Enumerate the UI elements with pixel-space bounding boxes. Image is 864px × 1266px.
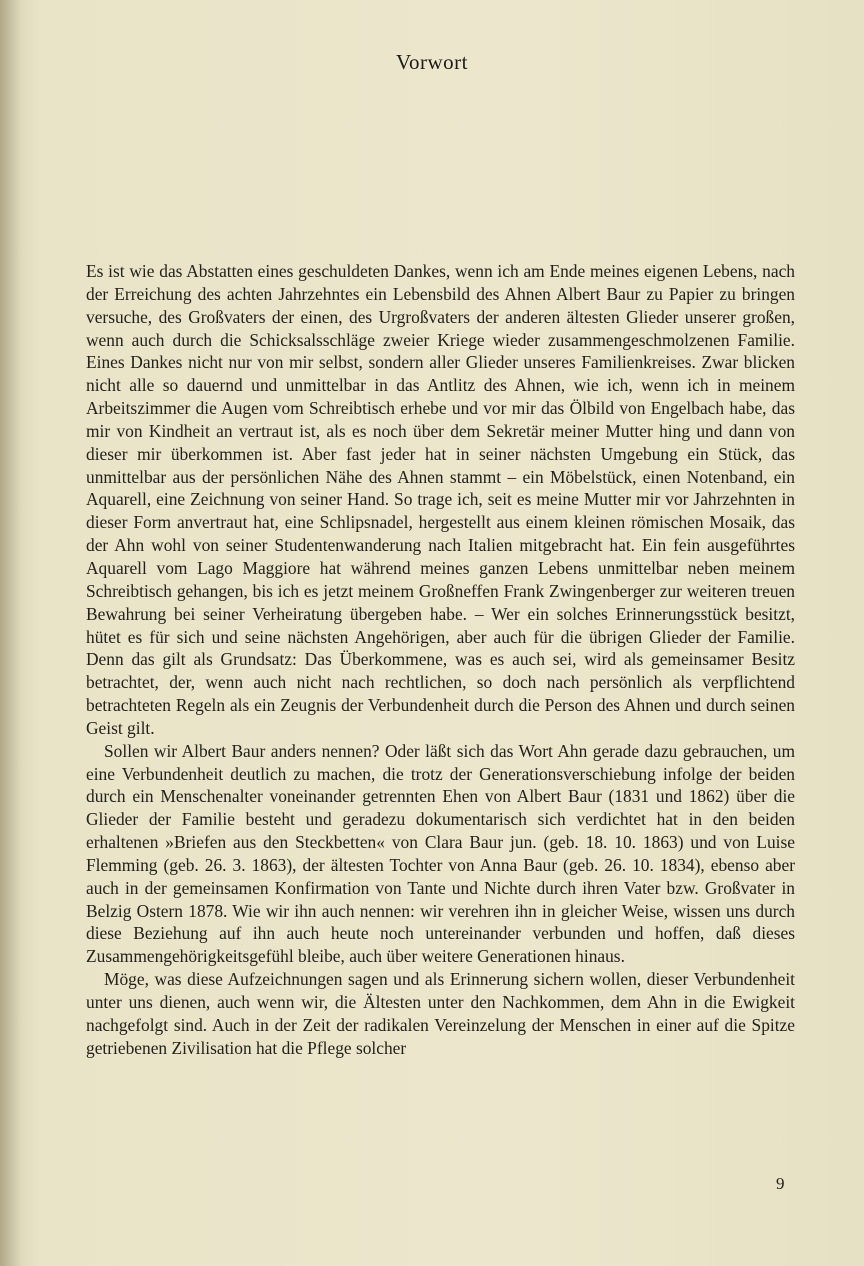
paragraph: Sollen wir Albert Baur anders nennen? Oder läßt sich das Wort Ahn gerade dazu gebrauchen, um eine Verbundenheit deutlich zu machen, die trotz der Generationsverschiebung infolge der beiden durch ein Menschenalter voneinander getrennten Ehen von Albert Baur (1831 und 1862) über die Glieder der Familie besteht und geradezu dokumentarisch sich verdichtet hat in den beiden erhaltenen »Briefen aus den Steckbetten« von Clara Baur jun. (geb. 18. 10. 1863) und von Luise Flemming (geb. 26. 3. 1863), der ältesten Tochter von Anna Baur (geb. 26. 10. 1834), ebenso aber auch in der gemeinsamen Konfirmation von Tante und Nichte durch ihren Vater bzw. Großvater in Belzig Ostern 1878. Wie wir ihn auch nennen: wir verehren ihn in gleicher Weise, wissen uns durch diese Beziehung auf ihn auch heute noch untereinander verbunden und hoffen, daß dieses Zusammengehörigkeitsgefühl bleibe, auch über weitere Generationen hinaus. [86, 740, 795, 967]
body-text [86, 260, 795, 1060]
page-gutter-shadow [0, 0, 22, 1266]
paragraph: Es ist wie das Abstatten eines geschuldeten Dankes, wenn ich am Ende meines eigenen Lebens, nach der Erreichung des achten Jahrzehntes ein Lebensbild des Ahnen Albert Baur zu Papier zu bringen versuche, des Großvaters der einen, des Urgroßvaters der anderen ältesten Glieder unserer großen, wenn auch durch die Schicksalsschläge zweier Kriege wieder zusammengeschmolzenen Familie. Eines Dankes nicht nur von mir selbst, sondern aller Glieder unseres Familienkreises. Zwar blicken nicht alle so dauernd und unmittelbar in das Antlitz des Ahnen, wie ich, wenn ich in meinem Arbeitszimmer die Augen vom Schreibtisch erhebe und vor mir das Ölbild von Engelbach habe, das mir von Kindheit an vertraut ist, als es noch über dem Sekretär meiner Mutter hing und dann von dieser mir überkommen ist. Aber fast jeder hat in seiner nächsten Umgebung ein Stück, das unmittelbar aus der persönlichen Nähe des Ahnen stammt – ein Möbelstück, einen Notenband, ein Aquarell, eine Zeichnung von seiner Hand. So trage ich, seit es meine Mutter mir vor Jahrzehnten in dieser Form anvertraut hat, eine Schlipsnadel, hergestellt aus einem kleinen römischen Mosaik, das der Ahn wohl von seiner Studentenwanderung nach Italien mitgebracht hat. Ein fein ausgeführtes Aquarell vom Lago Maggiore hat während meines ganzen Lebens unmittelbar neben meinem Schreibtisch gehangen, bis ich es jetzt meinem Großneffen Frank Zwingenberger zur weiteren treuen Bewahrung bei seiner Verheiratung übergeben habe. – Wer ein solches Erinnerungsstück besitzt, hütet es für sich und seine nächsten Angehörigen, aber auch für die übrigen Glieder der Familie. Denn das gilt als Grundsatz: Das Überkommene, was es auch sei, wird als gemeinsamer Besitz betrachtet, der, wenn auch nicht nach rechtlichen, so doch nach persönlich als verpflichtend betrachteten Regeln als ein Zeugnis der Verbundenheit durch die Person des Ahnen und durch seinen Geist gilt. [86, 261, 795, 738]
paragraph: Möge, was diese Aufzeichnungen sagen und als Erinnerung sichern wollen, dieser Verbundenheit unter uns dienen, auch wenn wir, die Ältesten unter den Nachkommen, dem Ahn in die Ewigkeit nachgefolgt sind. Auch in der Zeit der radikalen Vereinzelung der Menschen in einer auf die Spitze getriebenen Zivilisation hat die Pflege solcher [86, 969, 795, 1058]
page-number: 9 [776, 1174, 785, 1193]
page-title: Vorwort [396, 50, 468, 74]
